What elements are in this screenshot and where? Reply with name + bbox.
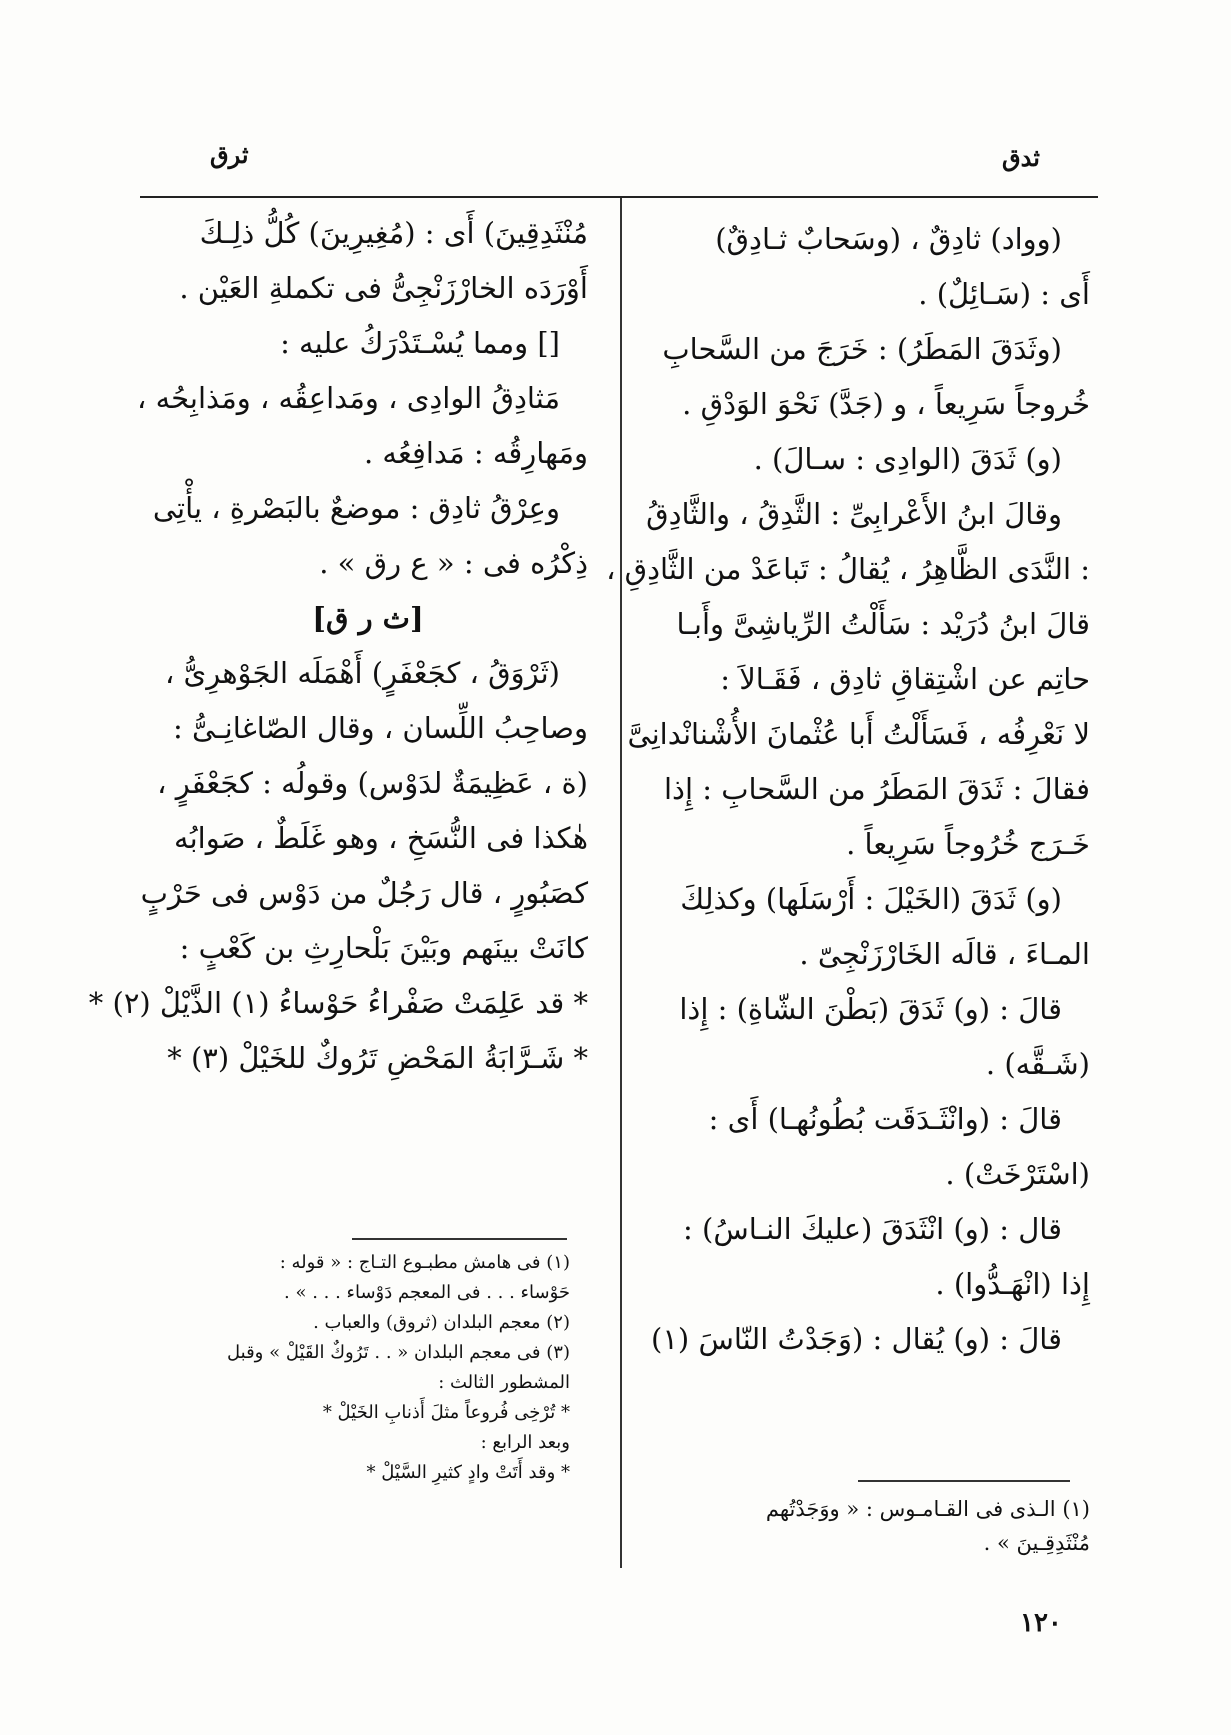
- text-line: أَى : (سَـائِلٌ) .: [918, 277, 1090, 311]
- footnote-rule-left: [352, 1238, 567, 1240]
- text-line: مَثادِقُ الوادِى ، ومَداعِقُه ، ومَذابِحُه ،: [137, 381, 560, 415]
- page-number: ١٢٠: [1020, 1608, 1062, 1638]
- footnote-line: (١) الـذى فى القـامـوس : « ووَجَدْتُهم: [765, 1497, 1090, 1521]
- text-line: وقالَ ابنُ الأَعْرابِىِّ : الثَّدِقُ ، والثَّادِقُ: [646, 497, 1062, 531]
- text-line: قالَ ابنُ دُرَيْد : سَأَلْتُ الرِّياشِىَّ وأَبـا: [676, 607, 1090, 641]
- text-line: ومَهارِقُه : مَدافِعُه .: [363, 436, 588, 470]
- text-line: قالَ : (و) يُقال : (وَجَدْتُ النّاسَ (١): [651, 1322, 1062, 1356]
- running-header-right: ثدق: [1002, 143, 1040, 172]
- text-line: : النَّدَى الظَّاهِرُ ، يُقالُ : تَباعَدْ من الثَّادِقِ ،: [606, 552, 1090, 586]
- header-divider: [140, 196, 1098, 198]
- text-line: (شَـقَّه) .: [985, 1047, 1090, 1081]
- text-line: وعِرْقُ ثادِق : موضعٌ بالبَصْرةِ ، يأْتِى: [152, 491, 560, 525]
- text-line: هٰكذا فى النُّسَخِ ، وهو غَلَطٌ ، صَوابُه: [174, 821, 588, 855]
- footnote-line: المشطور الثالث :: [438, 1372, 570, 1393]
- text-line: (و) ثَدَقَ (الوادِى : سـالَ) .: [753, 442, 1062, 476]
- footnote-line: (٢) معجم البلدان (ثروق) والعباب .: [313, 1312, 570, 1333]
- text-line: قالَ : (و) ثَدَقَ (بَطْنَ الشّاةِ) : إِذا: [679, 992, 1062, 1026]
- footnote-line: (٣) فى معجم البلدان « . . تَرُوكٌ القَيْلْ » وقبل: [227, 1342, 570, 1363]
- text-line: (و) ثَدَقَ (الخَيْلَ : أَرْسَلَها) وكذلِكَ: [680, 882, 1062, 916]
- text-line: خَـرَج خُرُوجاً سَرِيعاً .: [846, 827, 1090, 861]
- text-line: (اسْتَرْخَتْ) .: [945, 1157, 1090, 1191]
- text-line: (ثَرْوَقُ ، كجَعْفَرٍ) أَهْمَلَه الجَوْهرِىُّ ،: [164, 656, 560, 690]
- text-line: قال : (و) انْثَدَقَ (عليكَ النـاسُ) :: [683, 1212, 1062, 1246]
- footnote-line: وبعد الرابع :: [480, 1432, 570, 1453]
- text-line: لا نَعْرِفُه ، فَسَأَلْتُ أَبا عُثْمانَ الأُشْنانْدانِىَّ: [627, 717, 1090, 751]
- footnote-line: مُنْثَدِقِـينَ » .: [983, 1531, 1090, 1555]
- right-column: [606, 212, 1090, 1367]
- verse-line: * قد عَلِمَتْ صَفْراءُ حَوْساءُ (١) الذَّيْلْ (٢) *: [88, 986, 588, 1020]
- running-header-left: ثرق: [210, 140, 249, 169]
- left-footnotes: [150, 1248, 570, 1488]
- text-line: حاتِم عن اشْتِقاقِ ثادِق ، فَقَـالاَ :: [720, 662, 1090, 696]
- footnote-line: * وقد أَتَتْ وادٍ كثيرِ السَّيْلْ *: [366, 1462, 570, 1483]
- text-line: [] ومما يُسْـتَدْرَكُ عليه :: [280, 326, 560, 360]
- text-line: إِذا (انْهَـدُّوا) .: [935, 1267, 1090, 1301]
- text-line: قالَ : (وانْثَـدَقَت بُطُونُهـا) أَى :: [708, 1102, 1062, 1136]
- text-line: كصَبُورٍ ، قال رَجُلٌ من دَوْس فى حَرْبٍ: [140, 876, 588, 910]
- text-line: ذِكْرُه فى : « ع رق » .: [319, 546, 588, 580]
- footnote-line: (١) فى هامش مطبـوع التـاج : « قوله :: [279, 1252, 570, 1273]
- footnote-rule-right: [858, 1480, 1070, 1482]
- left-column: [88, 206, 588, 1086]
- text-line: (وثَدَقَ المَطَرُ) : خَرَجَ من السَّحابِ: [662, 332, 1062, 366]
- right-footnotes: [640, 1492, 1090, 1560]
- column-divider: [620, 198, 622, 1568]
- verse-line: * شَـرَّابَةُ المَحْضِ تَرُوكٌ للخَيْلْ (٣) *: [167, 1041, 588, 1075]
- text-line: وصاحِبُ اللِّسان ، وقال الصّاغانِـىُّ :: [173, 711, 588, 745]
- footnote-line: * تُرْخِى فُروعاً مثلَ أَذنابِ الخَيْلْ *: [322, 1402, 570, 1423]
- footnote-line: حَوْساء . . . فى المعجم دَوْساء . . . » .: [284, 1282, 570, 1303]
- text-line: كانَتْ بينَهم وبَيْنَ بَلْحارِثِ بن كَعْبٍ :: [179, 931, 588, 965]
- text-line: المـاءَ ، قالَه الخَارْزَنْجِىّ .: [799, 937, 1090, 971]
- text-line: (ة ، عَظِيمَةٌ لدَوْس) وقولُه : كجَعْفَرٍ ،: [157, 766, 588, 800]
- text-line: مُنْثَدِقِينَ) أَى : (مُغِيرِينَ) كُلُّ ذلِـكَ: [199, 216, 588, 250]
- text-line: خُروجاً سَرِيعاً ، و (جَدَّ) نَحْوَ الوَدْقِ .: [682, 387, 1090, 421]
- text-line: فقالَ : ثَدَقَ المَطَرُ من السَّحابِ : إِذا: [663, 772, 1090, 806]
- text-line: (وواد) ثادِقٌ ، (وسَحابٌ ثـادِقٌ): [715, 222, 1062, 256]
- entry-heading: [ث ر ق]: [312, 601, 424, 635]
- text-line: أَوْرَدَه الخارْزَنْجِىُّ فى تكملةِ العَيْن .: [179, 271, 588, 305]
